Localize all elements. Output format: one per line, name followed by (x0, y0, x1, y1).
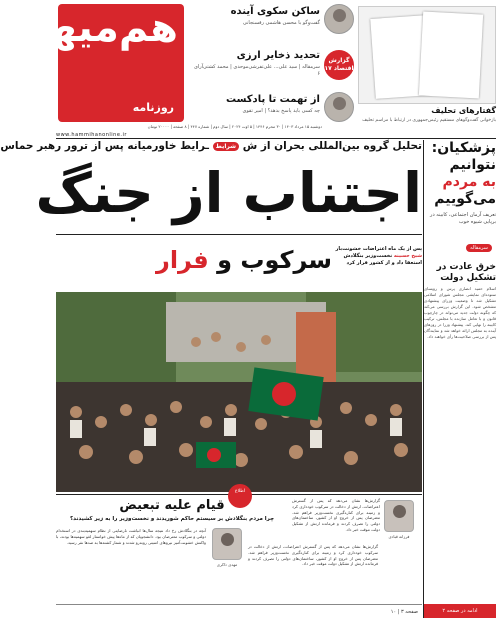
title-line: نتوانیم (449, 157, 496, 173)
article-column-right: گزارش‌ها نشان می‌دهد که پس از گسترش اعتراضات، ارتش از دخالت در سرکوب خودداری کرد و زمینه برای کناره‌گیری نخست‌وزیر فراهم شد. معترضان پس از خروج او از کشور، ساختمان‌های دولتی را تصرف کردند و فرمانده ارتش از تشکیل دولت موقت خبر داد. (292, 498, 380, 532)
kicker-text: ـرایط خاورمیانه پس از ترور رهبر حماس (0, 140, 210, 152)
headline-red: فرار (156, 246, 209, 274)
teaser-3[interactable] (188, 92, 354, 130)
page-footer: صفحه ۳ | ۱۰ (56, 604, 422, 618)
editorial-body: اسلام حمید انصاری پرس و رویسای ستوده‌ای نمایشی مجلس شورای اسلامی تشکیل شد تا وضعیت وزرای پیشنهادی مشخص شود. این گزارش بررسی می‌کند که چگونه دولت جدید می‌تواند در چارچوب قانون و با تعامل سازنده با مجلس، ترکیب کابینه را نهایی کند. پیشنهاد وزرا در روزهای آینده به مجلس ارائه خواهد شد و نمایندگان پس از بررسی صلاحیت‌ها رأی خواهند داد. (424, 286, 496, 339)
protest-photo (56, 292, 422, 492)
byline-photo (212, 528, 242, 560)
story-headline (156, 242, 332, 278)
title-line: به مردم (442, 174, 496, 190)
website-url[interactable]: www.hammihanonline.ir (56, 132, 127, 138)
date-line: دوشنبه ۱۵ مرداد ۱۴۰۳ | ۳۰ محرم ۱۴۴۶ | ۵ اوت ۲۰۲۴ | سال دوم | شماره ۴۴۷ | ۸ صفحه | ۲۰۰۰۰ تومان (147, 124, 322, 129)
teaser-2[interactable] (188, 48, 354, 86)
continued-note: ادامه در صفحه ۲ (424, 604, 496, 618)
report-badge: گزارش اقتصاد ۱۷ (324, 50, 354, 80)
byline-name: فرزانه قبادی (388, 534, 410, 539)
kicker-tag: شرایط (213, 142, 239, 151)
kicker-line (0, 140, 422, 152)
thumbnail-caption: گفتارهای تحلیف (431, 106, 496, 115)
main-headline: اجتناب از جنگ (35, 161, 422, 225)
story-kicker-text: پس از یک ماه اعتراضات خشونت‌بار (335, 246, 422, 252)
story-kicker-text: نخست‌وزیر بنگلادش استعفا داد و از کشور فرار کرد (343, 253, 422, 266)
byline-name: مهدی ذاکری (216, 562, 238, 567)
teaser-1[interactable] (188, 4, 354, 42)
top-teasers (188, 4, 354, 132)
editorial-pill: سرمقاله (466, 244, 492, 252)
section-subtitle: چرا مردم بنگلادش بر سیستم حاکم شوریدند و نخست‌وزیر را به زیر کشیدند؟ (69, 516, 275, 522)
byline-photo (384, 500, 414, 532)
author-avatar (324, 92, 354, 122)
thumbnail-subtitle: بازخوانی گفت‌وگوهای مستقیم رئیس‌جمهوری در ارتباط با مراسم تحلیف (362, 118, 496, 123)
headline-black: سرکوب و (217, 246, 332, 274)
divider (56, 138, 496, 139)
teaser-title: تحدید ذخایر ارزی (236, 50, 320, 61)
title-line: می‌گوییم (434, 191, 496, 207)
section-seal: اطلاع (228, 484, 252, 508)
photo-illustration (56, 292, 422, 492)
article-column-middle: گزارش‌ها نشان می‌دهد که پس از گسترش اعتراضات، ارتش از دخالت در سرکوب خودداری کرد و زمینه برای کناره‌گیری نخست‌وزیر فراهم شد. معترضان پس از خروج او از کشور، ساختمان‌های دولتی را تصرف کردند و فرمانده ارتش از تشکیل دولت موقت خبر داد. (248, 544, 378, 567)
editorial-headline: خرق عادت در تشکیل دولت (436, 262, 496, 283)
section-headline: قیام علیه تبعیض (119, 498, 225, 513)
thumbnail-page (419, 11, 483, 98)
teaser-snippet: گفت‌وگو با محسن هاشمی رفسنجانی (242, 20, 320, 26)
story-kicker-name: شیخ حسینه (393, 253, 422, 259)
kicker-text: تحلیل گروه بین‌المللی بحران از ش (242, 140, 422, 152)
right-column-subtitle: تعریف آرمان اجتماعی، کابینه در برپایی شیوه خوب (430, 212, 496, 225)
article-column-left: آنچه در بنگلادش رخ داد نتیجه سال‌ها انباشت نارضایتی از نظام سهمیه‌بندی در استخدام دولتی و سرکوب معترضان بود. دانشجویان که از ماه‌ها پیش خواستار لغو سهمیه‌ها بودند، با واکنش خشونت‌آمیز نیروهای امنیتی روبه‌رو شدند و شمار کشته‌ها به صدها نفر رسید. (56, 528, 206, 545)
story-kicker (334, 246, 422, 267)
title-line: پزشکیان: (431, 140, 496, 156)
author-avatar (324, 4, 354, 34)
newspaper-title: هم‌میهن (15, 5, 178, 51)
right-column-title (424, 140, 496, 208)
divider (56, 234, 422, 235)
teaser-title: از تهمت تا پادکست (225, 94, 320, 105)
document-thumbnail[interactable] (358, 6, 496, 104)
teaser-snippet: سرمقاله | سید علی... علی‌تفرشی‌موحدی | محمد کشتی‌آرای ۶ (193, 64, 320, 77)
masthead-logo (15, 4, 184, 122)
newspaper-subtitle: روزنامه (132, 101, 174, 114)
teaser-title: ساکن سکوی آینده (230, 6, 320, 17)
teaser-snippet: چه کسی باید پاسخ بدهد؟ | امیر تقوی (242, 108, 320, 114)
